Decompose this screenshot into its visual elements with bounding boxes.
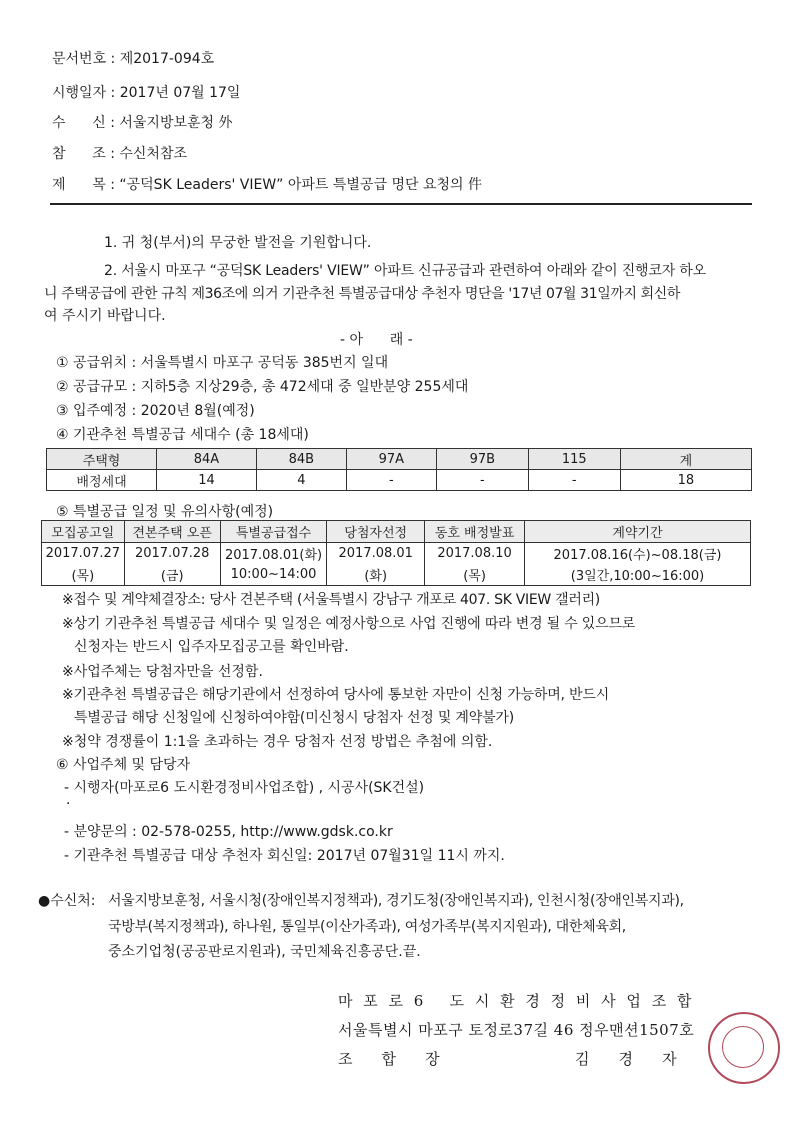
item-schedule: ⑤ 특별공급 일정 및 유의사항(예정) bbox=[56, 504, 274, 520]
paragraph-1: 1. 귀 청(부서)의 무궁한 발전을 기원합니다. bbox=[104, 235, 372, 251]
official-seal-icon bbox=[708, 1012, 780, 1084]
reference-label: 참 조 : bbox=[52, 146, 115, 162]
table-cell: 당첨자선정 bbox=[327, 521, 425, 543]
table-cell: 주택형 bbox=[47, 449, 157, 470]
item-move-in: ③ 입주예정 : 2020년 8월(예정) bbox=[56, 403, 255, 419]
item-scale: ② 공급규모 : 지하5층 지상29층, 총 472세대 중 일반분양 255세대 bbox=[56, 379, 469, 395]
table-cell: 10:00~14:00 bbox=[220, 564, 327, 586]
table-cell: 4 bbox=[256, 470, 346, 491]
table-cell: (목) bbox=[42, 564, 125, 586]
subject-label: 제 목 : bbox=[52, 177, 115, 193]
paragraph-2-line-2: 니 주택공급에 관한 규칙 제36조에 의거 기관추천 특별공급대상 추천자 명단을 '17년 07월 31일까지 회신하 bbox=[44, 286, 680, 302]
table-cell: 2017.07.27 bbox=[42, 543, 125, 565]
table-cell: 18 bbox=[620, 470, 751, 491]
table-cell: - bbox=[528, 470, 620, 491]
table-cell: 97A bbox=[346, 449, 436, 470]
note-venue: ※접수 및 계약체결장소: 당사 견본주택 (서울특별시 강남구 개포로 407. SK VIEW 갤러리) bbox=[62, 592, 600, 608]
doc-number: 제2017-094호 bbox=[119, 51, 215, 67]
table-cell: 2017.08.01 bbox=[327, 543, 425, 565]
household-table bbox=[46, 448, 752, 491]
signer-name: 김 경 자 bbox=[575, 1050, 679, 1068]
table-cell: 계약기간 bbox=[525, 521, 751, 543]
table-row bbox=[42, 564, 751, 586]
table-cell: 2017.07.28 bbox=[124, 543, 220, 565]
table-cell: 동호 배정발표 bbox=[425, 521, 525, 543]
table-cell: 2017.08.01(화) bbox=[220, 543, 327, 565]
recipients-label: ●수신처: bbox=[38, 893, 96, 909]
schedule-table-header bbox=[42, 521, 751, 543]
table-cell: (금) bbox=[124, 564, 220, 586]
contact-developer: - 시행자(마포로6 도시환경정비사업조합) , 시공사(SK건설) bbox=[64, 780, 425, 796]
table-cell: 84B bbox=[256, 449, 346, 470]
table-cell: (목) bbox=[425, 564, 525, 586]
table-cell: 115 bbox=[528, 449, 620, 470]
table-cell: 2017.08.10 bbox=[425, 543, 525, 565]
signer-title: 조 합 장 bbox=[338, 1050, 442, 1068]
table-cell: 계 bbox=[620, 449, 751, 470]
table-cell: 84A bbox=[157, 449, 257, 470]
schedule-table bbox=[41, 520, 751, 586]
reference: 수신처참조 bbox=[119, 146, 187, 162]
contact-dot: · bbox=[66, 796, 71, 812]
note-change-line-1: ※상기 기관추천 특별공급 세대수 및 일정은 예정사항으로 사업 진행에 따라 변경 될 수 있으므로 bbox=[62, 616, 636, 632]
item-contacts: ⑥ 사업주체 및 담당자 bbox=[56, 757, 191, 773]
table-cell: 14 bbox=[157, 470, 257, 491]
paragraph-2-line-3: 여 주시기 바랍니다. bbox=[44, 308, 166, 324]
recipients-line-1: 서울지방보훈청, 서울시청(장애인복지정책과), 경기도청(장애인복지과), 인천시청(장애인복지과), bbox=[108, 893, 684, 909]
date-label: 시행일자 : bbox=[52, 85, 116, 101]
note-change-line-2: 신청자는 반드시 입주자모집공고를 확인바람. bbox=[74, 639, 349, 655]
header-divider bbox=[50, 203, 752, 205]
table-cell: 특별공급접수 bbox=[220, 521, 327, 543]
recipients-line-2: 국방부(복지정책과), 하나원, 통일부(이산가족과), 여성가족부(복지지원과), 대한체육회, bbox=[108, 919, 626, 935]
organization-name: 마 포 로 6 도 시 환 경 정 비 사 업 조 합 bbox=[338, 992, 695, 1010]
note-winner: ※사업주체는 당첨자만을 선정함. bbox=[62, 664, 263, 680]
table-row bbox=[47, 470, 752, 491]
table-cell: 견본주택 오픈 bbox=[124, 521, 220, 543]
organization-address: 서울특별시 마포구 토정로37길 46 정우맨션1507호 bbox=[338, 1021, 695, 1039]
table-row bbox=[42, 543, 751, 565]
reference-line bbox=[52, 143, 187, 163]
table-cell: 97B bbox=[436, 449, 528, 470]
below-heading: - 아 래 - bbox=[340, 332, 413, 348]
table-cell: 배정세대 bbox=[47, 470, 157, 491]
issue-date: 2017년 07월 17일 bbox=[119, 85, 241, 101]
item-location: ① 공급위치 : 서울특별시 마포구 공덕동 385번지 일대 bbox=[56, 355, 389, 371]
table-cell: 모집공고일 bbox=[42, 521, 125, 543]
paragraph-2-line-1: 2. 서울시 마포구 “공덕SK Leaders' VIEW” 아파트 신규공급과 관련하여 아래와 같이 진행코자 하오 bbox=[104, 263, 706, 279]
table-cell: (3일간,10:00~16:00) bbox=[525, 564, 751, 586]
recipients-line-3: 중소기업청(공공판로지원과), 국민체육진흥공단.끝. bbox=[108, 944, 421, 960]
doc-number-line bbox=[52, 48, 214, 68]
recipient: 서울지방보훈청 外 bbox=[119, 115, 233, 131]
note-institution-line-2: 특별공급 해당 신청일에 신청하여야함(미신청시 당첨자 선정 및 계약불가) bbox=[74, 710, 514, 726]
note-institution-line-1: ※기관추천 특별공급은 해당기관에서 선정하여 당사에 통보한 자만이 신청 가능하며, 반드시 bbox=[62, 687, 610, 703]
table-cell: - bbox=[346, 470, 436, 491]
table-cell: (화) bbox=[327, 564, 425, 586]
date-line bbox=[52, 82, 240, 102]
subject: “공덕SK Leaders' VIEW” 아파트 특별공급 명단 요청의 件 bbox=[119, 177, 482, 193]
table-cell: 2017.08.16(수)~08.18(금) bbox=[525, 543, 751, 565]
doc-number-label: 문서번호 : bbox=[52, 51, 116, 67]
recipient-line bbox=[52, 112, 233, 132]
contact-sales: - 분양문의 : 02-578-0255, http://www.gdsk.co.kr bbox=[64, 824, 393, 840]
item-household-count: ④ 기관추천 특별공급 세대수 (총 18세대) bbox=[56, 427, 309, 443]
subject-line bbox=[52, 174, 482, 194]
note-competition: ※청약 경쟁률이 1:1을 초과하는 경우 당첨자 선정 방법은 추첨에 의함. bbox=[62, 734, 493, 750]
recipient-label: 수 신 : bbox=[52, 115, 115, 131]
household-table-header bbox=[47, 449, 752, 470]
table-cell: - bbox=[436, 470, 528, 491]
contact-reply-deadline: - 기관추천 특별공급 대상 추천자 회신일: 2017년 07월31일 11시 까지. bbox=[64, 848, 505, 864]
